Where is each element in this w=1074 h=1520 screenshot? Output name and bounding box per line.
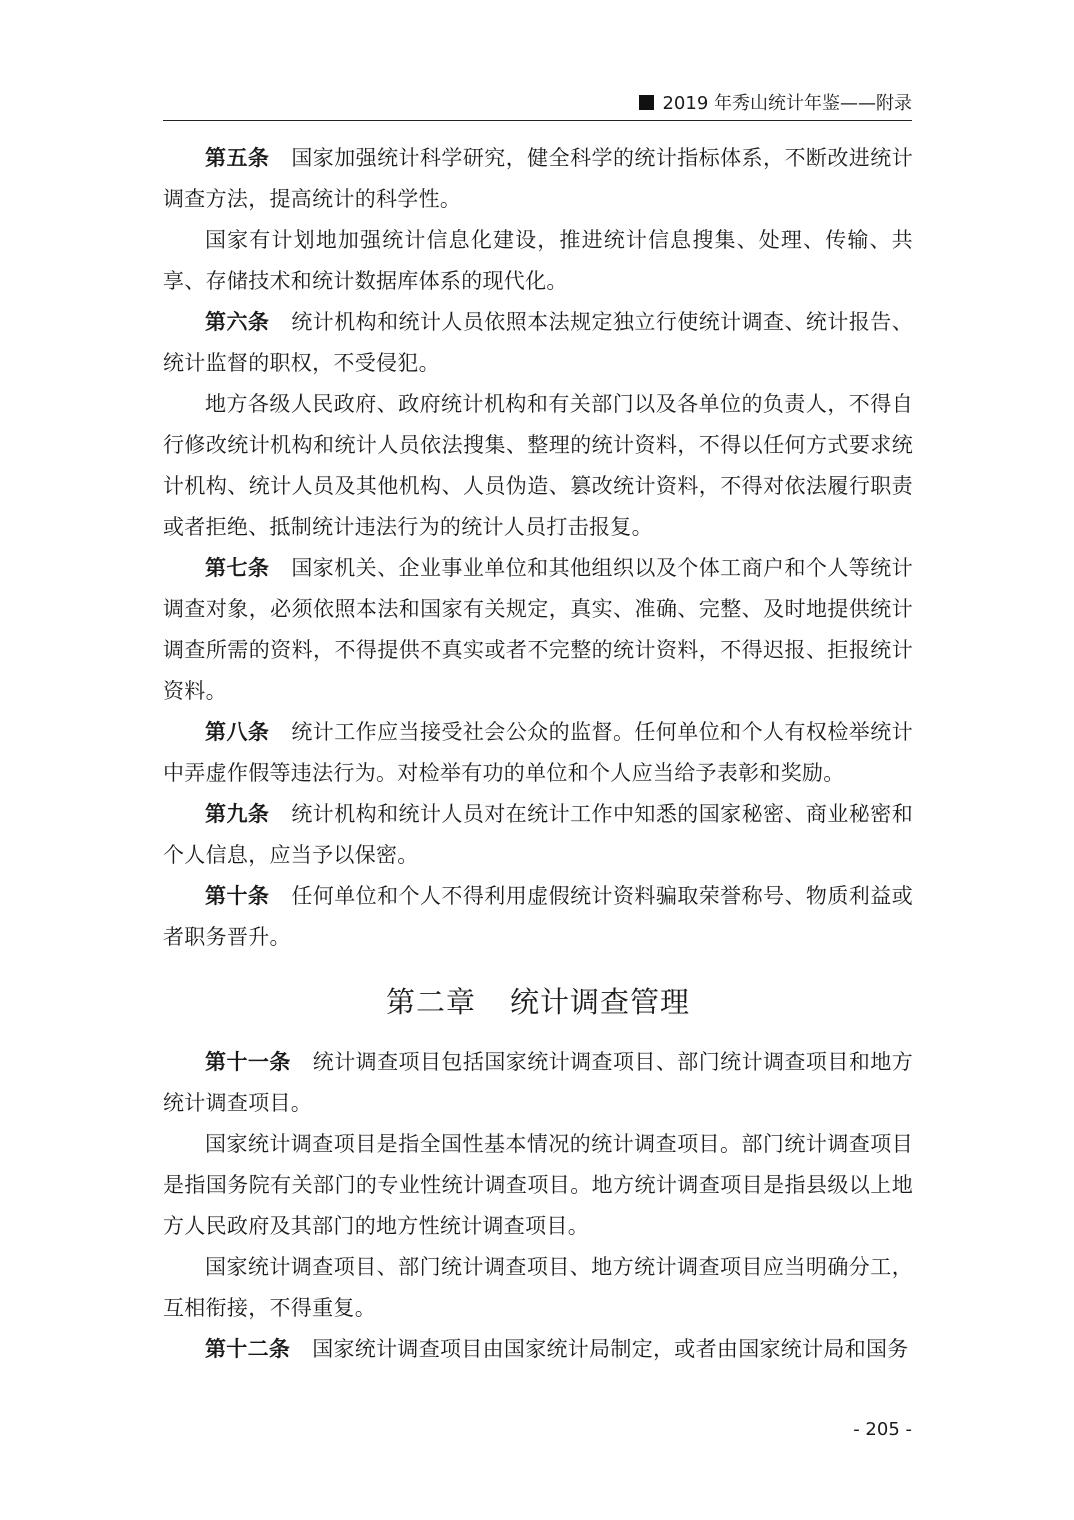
- article-number: 第九条: [205, 802, 270, 826]
- paragraph-text: 地方各级人民政府、政府统计机构和有关部门以及各单位的负责人，不得自行修改统计机构和统计人员依法搜集、整理的统计资料，不得以任何方式要求统计机构、统计人员及其他机构、人员伪造、篡改统计资料，不得对依法履行职责或者拒绝、抵制统计违法行为的统计人员打击报复。: [163, 392, 913, 539]
- paragraph-text: 国家有计划地加强统计信息化建设，推进统计信息搜集、处理、传输、共享、存储技术和统计数据库体系的现代化。: [163, 228, 913, 293]
- paragraph-text: 任何单位和个人不得利用虚假统计资料骗取荣誉称号、物质利益或者职务晋升。: [163, 884, 913, 949]
- paragraph: [163, 1247, 913, 1329]
- article-number: 第十一条: [205, 1050, 291, 1074]
- paragraph: [163, 384, 913, 548]
- chapter-number: 第二章: [385, 985, 476, 1019]
- paragraph-text: 国家机关、企业事业单位和其他组织以及个体工商户和个人等统计调查对象，必须依照本法和国家有关规定，真实、准确、完整、及时地提供统计调查所需的资料，不得提供不真实或者不完整的统计资料，不得迟报、拒报统计资料。: [163, 556, 913, 703]
- paragraph-text: 国家统计调查项目、部门统计调查项目、地方统计调查项目应当明确分工，互相衔接，不得重复。: [163, 1255, 913, 1320]
- paragraph-text: 国家统计调查项目由国家统计局制定，或者由国家统计局和国务: [312, 1337, 909, 1361]
- paragraph: [163, 876, 913, 958]
- paragraph-text: 国家加强统计科学研究，健全科学的统计指标体系，不断改进统计调查方法，提高统计的科学性。: [163, 146, 913, 211]
- paragraph-text: 国家统计调查项目是指全国性基本情况的统计调查项目。部门统计调查项目是指国务院有关部门的专业性统计调查项目。地方统计调查项目是指县级以上地方人民政府及其部门的地方性统计调查项目。: [163, 1132, 913, 1238]
- paragraph-text: 统计工作应当接受社会公众的监督。任何单位和个人有权检举统计中弄虚作假等违法行为。对检举有功的单位和个人应当给予表彰和奖励。: [163, 720, 913, 785]
- article-number: 第七条: [205, 556, 270, 580]
- paragraph: [163, 1042, 913, 1124]
- article-number: 第十条: [205, 884, 270, 908]
- page-number: - 205 -: [853, 1419, 912, 1440]
- paragraph: [163, 1329, 913, 1370]
- article-number: 第六条: [205, 310, 270, 334]
- paragraph: [163, 712, 913, 794]
- header-square-icon: [639, 95, 654, 110]
- page-body: [163, 138, 913, 1370]
- chapter-title: 统计调查管理: [510, 985, 691, 1019]
- running-header: [163, 92, 912, 121]
- paragraph: [163, 548, 913, 712]
- paragraph-text: 统计机构和统计人员依照本法规定独立行使统计调查、统计报告、统计监督的职权，不受侵犯。: [163, 310, 913, 375]
- chapter-heading: [163, 980, 913, 1024]
- paragraph: [163, 220, 913, 302]
- article-number: 第八条: [205, 720, 270, 744]
- article-number: 第五条: [205, 146, 270, 170]
- paragraph: [163, 1124, 913, 1247]
- paragraph: [163, 138, 913, 220]
- paragraph: [163, 794, 913, 876]
- header-title: 2019 年秀山统计年鉴——附录: [662, 93, 912, 114]
- article-number: 第十二条: [205, 1337, 291, 1361]
- paragraph: [163, 302, 913, 384]
- paragraph-text: 统计机构和统计人员对在统计工作中知悉的国家秘密、商业秘密和个人信息，应当予以保密。: [163, 802, 913, 867]
- paragraph-text: 统计调查项目包括国家统计调查项目、部门统计调查项目和地方统计调查项目。: [163, 1050, 914, 1115]
